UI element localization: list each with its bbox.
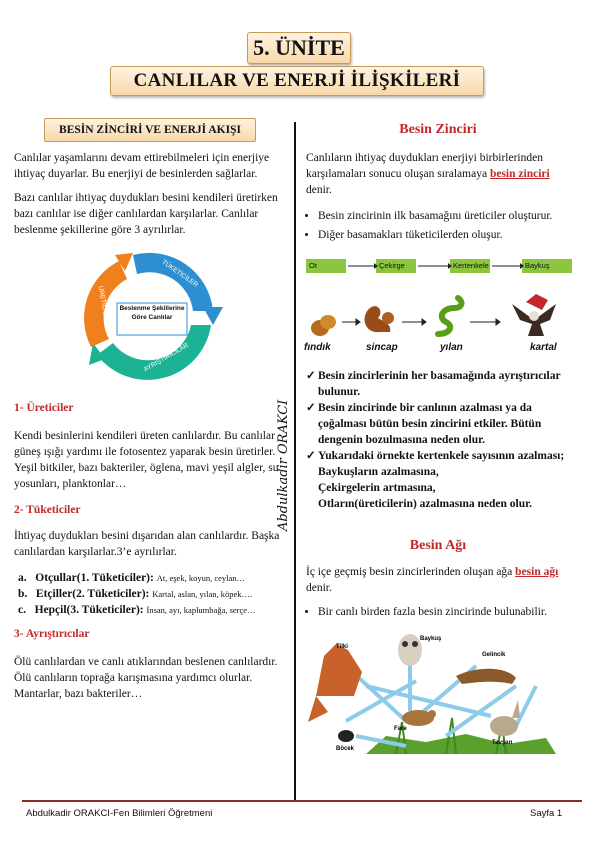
chain-box-lizard: Kertenkele (450, 259, 490, 273)
food-web-illustration (306, 626, 576, 756)
cycle-label-bottom: AYRIŞTIRICILAR (142, 342, 190, 374)
chain-box-grasshopper: Çekirge (376, 259, 416, 273)
web-label-mouse: Fare (394, 726, 407, 732)
footer-author: Abdulkadir ORAKCI-Fen Bilimleri Öğretmeni (26, 808, 213, 819)
author-signature: Abdulkadir ORAKCI (276, 399, 291, 531)
footer-rule (22, 800, 582, 802)
mouse-icon (402, 710, 436, 726)
decomposers-paragraph: Ölü canlılardan ve canlı atıklarından beslenen canlılardır. Ölü canlıların toprağa karışmasına yardımcı olurlar. Mantarlar, bazı bakteriler… (14, 656, 278, 700)
cycle-center-label: Beslenme Şekillerine Göre Canlılar (119, 305, 185, 321)
heading-food-web: Besin Ağı (409, 538, 467, 553)
food-web-bullets (304, 604, 590, 620)
list-item: ✓ Yukarıdaki örnekte kertenkele sayısının azalması; (306, 450, 565, 462)
animal-label-snake: yılan (440, 342, 463, 353)
list-item: b. Etçiller(2. Tüketiciler): Kartal, aslan, yılan, köpek…. (18, 588, 253, 600)
chain-box-owl: Baykuş (522, 259, 572, 273)
section-title: BESİN ZİNCİRİ VE ENERJİ AKIŞI (44, 118, 256, 142)
food-web-definition: İç içe geçmiş besin zincirlerinden oluşan ağa besin ağı denir. (306, 566, 559, 594)
list-item: a. Otçullar(1. Tüketiciler): At, eşek, koyun, ceylan… (18, 572, 246, 584)
rabbit-icon (490, 700, 520, 736)
chain-arrows (346, 259, 526, 273)
intro-paragraph-1: Canlılar yaşamlarını devam ettirebilmeleri için enerjiye ihtiyaç duyarlar. Bu enerjiyi de besinlerden sağlarlar. (14, 152, 270, 180)
animal-chain-illustration (304, 290, 576, 340)
animal-label-hazelnut: fındık (304, 342, 331, 353)
food-chain-definition: Canlıların ihtiyaç duydukları enerjiyi birbirlerinden karşılamaları sonucu oluşan sıralamaya besin zinciri denir. (306, 152, 550, 196)
heading-consumers: 2- Tüketiciler (14, 504, 81, 516)
heading-producers: 1- Üreticiler (14, 402, 74, 414)
check-icon: ✓ (306, 370, 316, 382)
consumer-list (18, 570, 290, 618)
list-item: ✓ Besin zincirinde bir canlının azalması ya da çoğalması bütün besin zincirini etkiler. Bütün dengenin bozulmasına neden olur. (306, 402, 542, 446)
web-label-fox: Tilki (336, 644, 348, 650)
decrease-effects: Baykuşların azalmasına, Çekirgelerin artmasına, Otların(üreticilerin) azalmasına neden olur. (318, 466, 533, 510)
food-chain-bullets (304, 208, 590, 243)
page-number: Sayfa 1 (530, 808, 563, 819)
cycle-label-left: ÜRETİCİLER (96, 285, 111, 325)
animal-label-eagle: kartal (530, 342, 557, 353)
hazelnut-icon (311, 315, 336, 336)
cycle-label-top: TÜKETİCİLER (160, 258, 200, 289)
heading-decomposers: 3- Ayrıştırıcılar (14, 628, 90, 640)
web-label-owl: Baykuş (420, 636, 442, 642)
check-icon: ✓ (306, 402, 316, 414)
snake-icon (438, 298, 461, 334)
producers-paragraph: Kendi besinlerini kendileri üreten canlılardır. Bu canlılar güneş ışığı yardımı ile fotosentez yaparak besin üretirler. Yeşil bitkiler, bazı bakteriler, öglena, mavi yeşil algler, su yosunları, planktonlar… (14, 430, 279, 490)
squirrel-icon (365, 306, 394, 332)
chain-box-grass: Ot (306, 259, 346, 273)
animal-label-squirrel: sincap (366, 342, 398, 353)
weasel-icon (456, 669, 516, 684)
eagle-icon (512, 294, 556, 336)
heading-food-chain: Besin Zinciri (399, 122, 477, 137)
consumers-paragraph: İhtiyaç duydukları besini dışarıdan alan canlılardır. Başka canlılardan karşılarlar.3’e ayrılırlar. (14, 530, 280, 558)
nutrition-cycle-diagram (75, 247, 225, 387)
list-item: • Diğer basamakları tüketicilerden oluşur. (318, 227, 590, 243)
beetle-icon (338, 730, 354, 742)
unit-title: 5. ÜNİTE (247, 32, 351, 64)
owl-icon (398, 634, 422, 666)
web-label-weasel: Gelincik (482, 652, 506, 658)
fox-icon (308, 644, 362, 722)
web-label-rabbit: Tavşan (492, 740, 513, 746)
list-item: ✓ Besin zincirlerinin her basamağında ayrıştırıcılar bulunur. (306, 370, 561, 398)
list-item: c. Hepçil(3. Tüketiciler): İnsan, ayı, kaplumbağa, serçe… (18, 604, 256, 616)
web-label-beetle: Böcek (336, 746, 355, 752)
page-title: CANLILAR VE ENERJİ İLİŞKİLERİ (110, 66, 484, 96)
food-chain-facts (306, 368, 582, 512)
consumers-arrow-head (203, 307, 223, 325)
check-icon: ✓ (306, 450, 316, 462)
intro-paragraph-2: Bazı canlılar ihtiyaç duydukları besini kendileri üretirken bazı canlılar ise diğer canlılardan karşılarlar. Canlılar beslenme şekillerine göre 3 ayrılırlar. (14, 192, 278, 236)
consumers-arc (133, 253, 213, 311)
list-item: • Besin zincirinin ilk basamağını üreticiler oluşturur. (318, 208, 590, 224)
list-item: • Bir canlı birden fazla besin zincirinde bulunabilir. (318, 604, 590, 620)
